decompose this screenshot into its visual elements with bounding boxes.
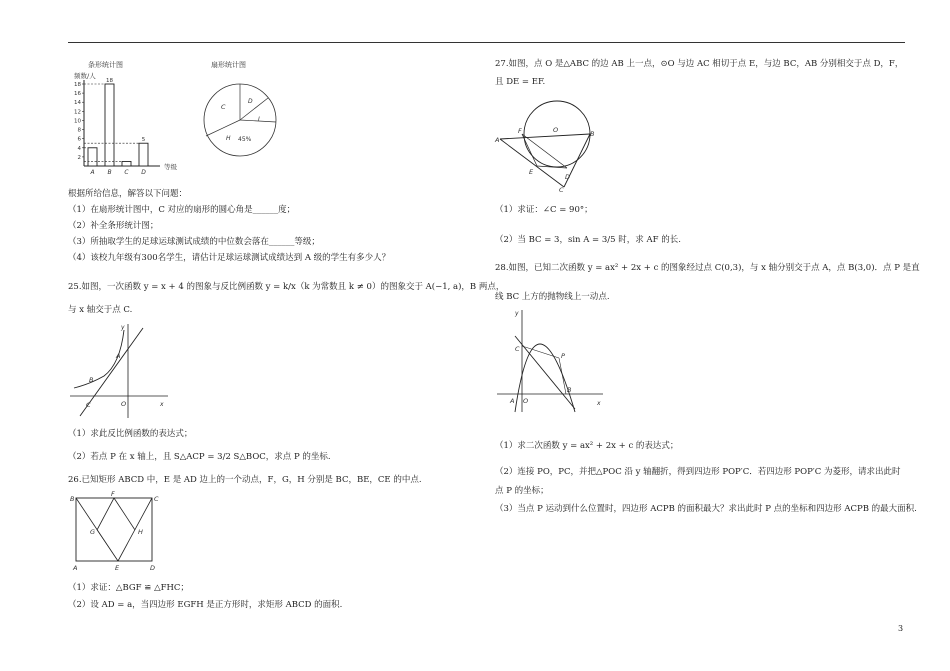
page-number: 3 xyxy=(898,624,904,633)
bar-y-tick-label: 8 xyxy=(77,127,81,134)
q27-label-e: E xyxy=(529,168,534,176)
q25-part2: （2）若点 P 在 x 轴上，且 S△ACP = 3/2 S△BOC，求点 P 的坐标. xyxy=(68,452,331,462)
q26-part2: （2）设 AD = a，当四边形 EGFH 是正方形时，求矩形 ABCD 的面积. xyxy=(68,600,343,610)
q25-label-c: C xyxy=(86,401,91,409)
q25-x-label: x xyxy=(160,401,164,408)
bar-y-tick-label: 16 xyxy=(74,91,81,98)
q27-label-o: O xyxy=(553,126,559,134)
q27-seg-ac xyxy=(500,139,564,187)
q24-part1: （1）在扇形统计图中，C 对应的扇形的圆心角是______度； xyxy=(68,205,296,215)
q26-label-b: B xyxy=(70,495,75,503)
q28-label-a: A xyxy=(510,397,515,405)
q26-part1: （1）求证：△BGF ≌ △FHC； xyxy=(68,583,189,593)
pie-label-d: D xyxy=(248,98,253,105)
q24-part4: （4）该校九年级有300名学生，请估计足球运球测试成绩达到 A 级的学生有多少人？ xyxy=(68,253,391,263)
q25-line1: 25.如图，一次函数 y = x + 4 的图象与反比例函数 y = k/x（k 为常数且 k ≠ 0）的图象交于 A(−1, a)，B 两点， xyxy=(68,282,505,292)
pie-label-i: I xyxy=(258,116,260,123)
q28-part2b: 点 P 的坐标； xyxy=(495,486,549,496)
q27-part2: （2）当 BC = 3，sin A = 3/5 时，求 AF 的长. xyxy=(495,235,681,245)
bar-y-tick-label: 4 xyxy=(77,145,81,152)
q25-figure xyxy=(68,320,178,420)
q28-line2: 线 BC 上方的抛物线上一动点. xyxy=(495,292,610,302)
q28-label-b: B xyxy=(567,386,572,394)
q28-part2a: （2）连接 PO，PC，并把△POC 沿 y 轴翻折，得到四边形 POP′C．若四边形 POP′C 为菱形，请求出此时 xyxy=(495,467,901,477)
bar-y-tick-label: 18 xyxy=(74,82,81,88)
q26-figure xyxy=(68,490,168,590)
bar-y-tick-label: 10 xyxy=(74,118,81,125)
q28-line1: 28.如图，已知二次函数 y = ax² + 2x + c 的图象经过点 C(0,3)，与 x 轴分别交于点 A，点 B(3,0)．点 P 是直 xyxy=(495,263,920,273)
pie-chart xyxy=(198,58,288,168)
pie-label-percent: 45% xyxy=(238,136,252,143)
q26-label-h: H xyxy=(138,528,143,536)
bar-chart-title: 条形统计图 xyxy=(88,61,123,69)
bar-value-label-b: 18 xyxy=(106,78,113,84)
q27-line2: 且 DE = EF. xyxy=(495,77,546,87)
q27-label-b: B xyxy=(590,130,595,138)
bar-y-tick-label: 12 xyxy=(74,109,81,116)
bar-category-d: D xyxy=(141,169,146,176)
header-rule xyxy=(68,42,905,43)
q26-label-c: C xyxy=(154,495,159,503)
pie-label-c: C xyxy=(221,103,226,111)
bar-a xyxy=(88,148,97,166)
bar-d xyxy=(139,143,148,166)
q27-part1: （1）求证：∠C = 90°； xyxy=(495,205,593,215)
bar-c xyxy=(122,161,131,166)
q28-label-c: C xyxy=(515,345,520,353)
q25-part1: （1）求此反比例函数的表达式； xyxy=(68,429,193,439)
bar-chart-xlabel: 等级 xyxy=(164,163,177,171)
q28-y-label: y xyxy=(515,310,519,317)
q26-label-d: D xyxy=(150,564,156,572)
pie-label-h: H xyxy=(226,135,231,142)
q27-figure xyxy=(495,92,605,192)
q25-label-b: B xyxy=(89,376,94,384)
q26-seg-hf xyxy=(114,498,135,530)
q26-label-e: E xyxy=(115,564,120,572)
q28-figure xyxy=(495,306,615,416)
q25-line2: 与 x 轴交于点 C. xyxy=(68,305,133,315)
bar-y-tick-label: 6 xyxy=(77,136,81,143)
q25-label-o: O xyxy=(121,400,127,408)
q28-part1: （1）求二次函数 y = ax² + 2x + c 的表达式； xyxy=(495,441,679,451)
q28-part3: （3）当点 P 运动到什么位置时，四边形 ACPB 的面积最大？求出此时 P 点的坐标和四边形 ACPB 的最大面积. xyxy=(495,504,917,514)
bar-category-c: C xyxy=(124,169,129,176)
q26-label-g: G xyxy=(90,528,96,536)
q24-part2: （2）补全条形统计图； xyxy=(68,221,159,231)
q27-label-a: A xyxy=(495,136,500,144)
q26-label-a: A xyxy=(73,564,78,572)
q28-x-label: x xyxy=(597,400,601,407)
q28-seg-pb xyxy=(559,358,566,394)
q26-seg-gf xyxy=(97,498,114,530)
bar-category-b: B xyxy=(107,169,112,176)
q27-label-c: C xyxy=(559,186,564,194)
q26-label-f: F xyxy=(111,490,115,498)
q27-label-f: F xyxy=(518,127,522,135)
bar-y-tick-label: 2 xyxy=(77,154,81,161)
q27-circle xyxy=(524,101,590,167)
q27-seg-ab xyxy=(500,134,590,139)
bar-chart xyxy=(68,58,198,178)
q24-intro: 根据所给信息，解答以下问题： xyxy=(68,189,188,199)
q24-part3: （3）所抽取学生的足球运球测试成绩的中位数会落在______等级； xyxy=(68,237,320,247)
q25-y-label: y xyxy=(121,324,125,331)
q27-label-d: D xyxy=(565,173,571,181)
q28-label-o: O xyxy=(523,397,529,405)
bar-b xyxy=(105,84,114,166)
pie-chart-title: 扇形统计图 xyxy=(211,61,246,69)
q25-label-a: A xyxy=(116,352,121,360)
bar-chart-ylabel: 频数/人 xyxy=(74,72,96,80)
q28-label-p: P xyxy=(561,352,565,360)
bar-y-tick-label: 14 xyxy=(74,100,81,107)
q26-seg-ge xyxy=(97,530,118,561)
q28-seg-pc xyxy=(522,346,559,358)
q27-line1: 27.如图，点 O 是△ABC 的边 AB 上一点，⊙O 与边 AC 相切于点 E，与边 BC，AB 分别相交于点 D，F， xyxy=(495,59,904,69)
bar-category-a: A xyxy=(90,169,95,176)
q26-line1: 26.已知矩形 ABCD 中，E 是 AD 边上的一个动点，F，G，H 分别是 BC，BE，CE 的中点. xyxy=(68,475,422,485)
bar-value-label-d: 5 xyxy=(141,137,146,144)
